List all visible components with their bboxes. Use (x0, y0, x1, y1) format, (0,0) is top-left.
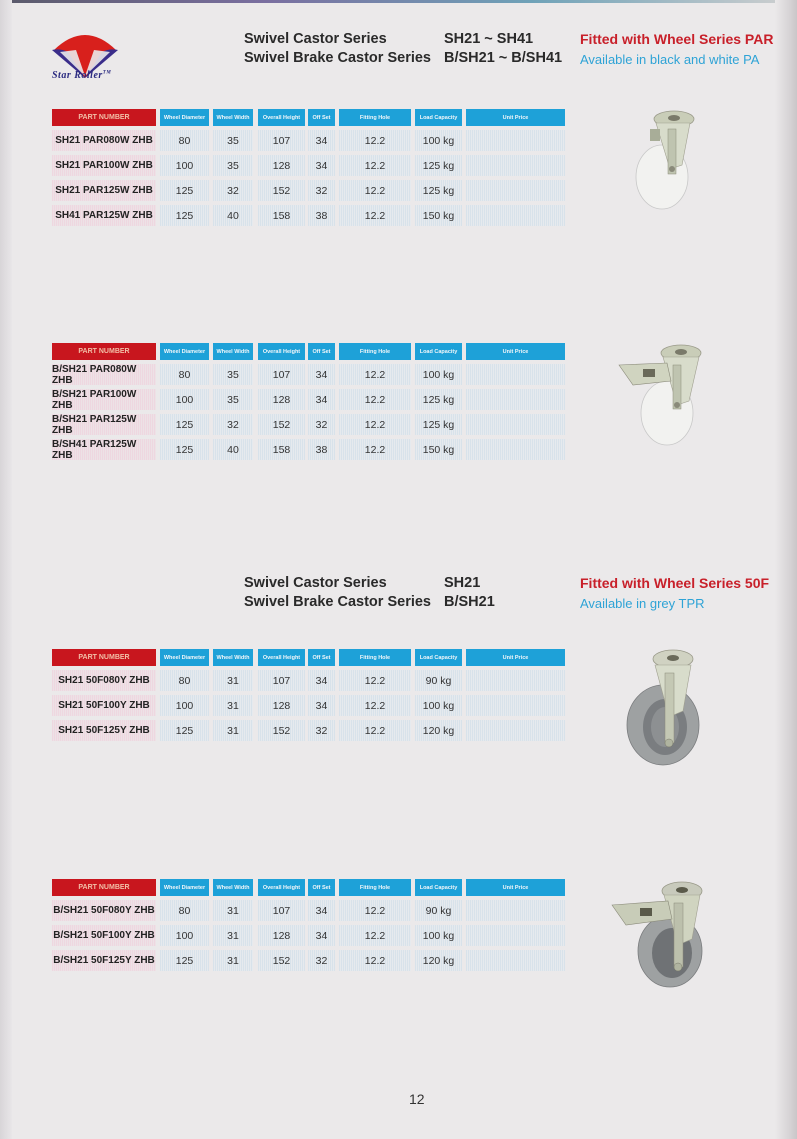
cell-overall-height: 158 (258, 439, 305, 460)
cell-part-number: SH21 50F125Y ZHB (52, 720, 156, 741)
cell-overall-height: 128 (258, 925, 305, 946)
cell-part-number: B/SH21 PAR100W ZHB (52, 389, 156, 410)
cell-off-set: 34 (308, 155, 335, 176)
header-wheel-width: Wheel Width (213, 879, 253, 896)
header-fitting-hole: Fitting Hole (339, 343, 411, 360)
header-wheel-diameter: Wheel Diameter (160, 649, 209, 666)
section-1-fitted: Fitted with Wheel Series PAR (580, 31, 774, 47)
cell-overall-height: 158 (258, 205, 305, 226)
cell-wheel-width: 31 (213, 670, 253, 691)
cell-load-capacity: 100 kg (415, 925, 462, 946)
cell-part-number: SH41 PAR125W ZHB (52, 205, 156, 226)
header-part-number: PART NUMBER (52, 649, 156, 666)
cell-off-set: 34 (308, 389, 335, 410)
cell-overall-height: 152 (258, 950, 305, 971)
page-edge-left (0, 0, 12, 1139)
cell-wheel-width: 35 (213, 364, 253, 385)
cell-part-number: SH21 50F080Y ZHB (52, 670, 156, 691)
swivel-castor-white-wheel-image (630, 105, 710, 215)
cell-fitting-hole: 12.2 (339, 720, 411, 741)
header-off-set: Off Set (308, 879, 335, 896)
section-2-series-1: SH21 (444, 575, 481, 591)
cell-fitting-hole: 12.2 (339, 130, 411, 151)
cell-off-set: 34 (308, 695, 335, 716)
cell-fitting-hole: 12.2 (339, 439, 411, 460)
cell-overall-height: 152 (258, 720, 305, 741)
header-load-capacity: Load Capacity (415, 343, 462, 360)
cell-load-capacity: 120 kg (415, 950, 462, 971)
cell-fitting-hole: 12.2 (339, 695, 411, 716)
cell-load-capacity: 150 kg (415, 205, 462, 226)
cell-wheel-diameter: 80 (160, 900, 209, 921)
cell-unit-price[interactable] (466, 389, 565, 410)
cell-wheel-diameter: 100 (160, 389, 209, 410)
cell-part-number: B/SH21 PAR080W ZHB (52, 364, 156, 385)
cell-wheel-width: 31 (213, 950, 253, 971)
header-fitting-hole: Fitting Hole (339, 649, 411, 666)
cell-load-capacity: 125 kg (415, 180, 462, 201)
cell-wheel-diameter: 100 (160, 155, 209, 176)
section-1-title-2: Swivel Brake Castor Series (244, 50, 431, 66)
cell-off-set: 34 (308, 925, 335, 946)
header-unit-price: Unit Price (466, 343, 565, 360)
cell-fitting-hole: 12.2 (339, 205, 411, 226)
header-load-capacity: Load Capacity (415, 649, 462, 666)
header-overall-height: Overall Height (258, 879, 305, 896)
header-wheel-diameter: Wheel Diameter (160, 879, 209, 896)
cell-load-capacity: 125 kg (415, 155, 462, 176)
header-off-set: Off Set (308, 649, 335, 666)
cell-overall-height: 128 (258, 695, 305, 716)
cell-load-capacity: 125 kg (415, 414, 462, 435)
section-2-title-2: Swivel Brake Castor Series (244, 594, 431, 610)
cell-fitting-hole: 12.2 (339, 670, 411, 691)
swivel-brake-castor-grey-wheel-image (610, 875, 715, 990)
cell-wheel-width: 40 (213, 439, 253, 460)
header-wheel-width: Wheel Width (213, 109, 253, 126)
cell-unit-price[interactable] (466, 670, 565, 691)
header-load-capacity: Load Capacity (415, 879, 462, 896)
cell-part-number: B/SH21 50F100Y ZHB (52, 925, 156, 946)
cell-fitting-hole: 12.2 (339, 925, 411, 946)
cell-wheel-width: 31 (213, 900, 253, 921)
cell-unit-price[interactable] (466, 439, 565, 460)
cell-overall-height: 128 (258, 155, 305, 176)
cell-wheel-diameter: 80 (160, 130, 209, 151)
cell-unit-price[interactable] (466, 414, 565, 435)
cell-unit-price[interactable] (466, 900, 565, 921)
cell-off-set: 32 (308, 180, 335, 201)
cell-load-capacity: 125 kg (415, 389, 462, 410)
cell-wheel-diameter: 125 (160, 180, 209, 201)
section-2-series-2: B/SH21 (444, 594, 495, 610)
header-part-number: PART NUMBER (52, 343, 156, 360)
cell-part-number: SH21 PAR080W ZHB (52, 130, 156, 151)
header-off-set: Off Set (308, 343, 335, 360)
cell-part-number: B/SH21 50F080Y ZHB (52, 900, 156, 921)
section-1-available: Available in black and white PA (580, 52, 760, 67)
cell-fitting-hole: 12.2 (339, 180, 411, 201)
cell-wheel-width: 32 (213, 180, 253, 201)
header-unit-price: Unit Price (466, 109, 565, 126)
cell-wheel-diameter: 100 (160, 695, 209, 716)
cell-unit-price[interactable] (466, 925, 565, 946)
cell-overall-height: 152 (258, 180, 305, 201)
cell-wheel-width: 35 (213, 130, 253, 151)
cell-overall-height: 152 (258, 414, 305, 435)
cell-fitting-hole: 12.2 (339, 950, 411, 971)
cell-wheel-width: 32 (213, 414, 253, 435)
header-off-set: Off Set (308, 109, 335, 126)
cell-wheel-width: 35 (213, 155, 253, 176)
cell-load-capacity: 90 kg (415, 900, 462, 921)
section-2-fitted: Fitted with Wheel Series 50F (580, 575, 770, 591)
cell-unit-price[interactable] (466, 364, 565, 385)
cell-off-set: 38 (308, 439, 335, 460)
page-number: 12 (409, 1091, 425, 1107)
header-overall-height: Overall Height (258, 649, 305, 666)
header-wheel-diameter: Wheel Diameter (160, 343, 209, 360)
brand-name: Star Roller™ (52, 70, 112, 81)
cell-wheel-diameter: 125 (160, 414, 209, 435)
cell-wheel-width: 40 (213, 205, 253, 226)
cell-wheel-diameter: 80 (160, 670, 209, 691)
cell-off-set: 32 (308, 414, 335, 435)
cell-unit-price[interactable] (466, 130, 565, 151)
cell-off-set: 32 (308, 720, 335, 741)
cell-part-number: SH21 PAR125W ZHB (52, 180, 156, 201)
swivel-brake-castor-white-wheel-image (615, 335, 715, 450)
cell-overall-height: 107 (258, 670, 305, 691)
cell-unit-price[interactable] (466, 180, 565, 201)
cell-off-set: 38 (308, 205, 335, 226)
page-edge-right (775, 0, 797, 1139)
cell-part-number: SH21 PAR100W ZHB (52, 155, 156, 176)
cell-wheel-diameter: 125 (160, 720, 209, 741)
cell-wheel-width: 31 (213, 695, 253, 716)
cell-overall-height: 128 (258, 389, 305, 410)
cell-fitting-hole: 12.2 (339, 414, 411, 435)
header-fitting-hole: Fitting Hole (339, 879, 411, 896)
cell-wheel-width: 35 (213, 389, 253, 410)
cell-part-number: B/SH21 PAR125W ZHB (52, 414, 156, 435)
cell-unit-price[interactable] (466, 695, 565, 716)
cell-wheel-diameter: 125 (160, 950, 209, 971)
cell-part-number: SH21 50F100Y ZHB (52, 695, 156, 716)
cell-wheel-diameter: 125 (160, 439, 209, 460)
cell-wheel-diameter: 100 (160, 925, 209, 946)
cell-off-set: 32 (308, 950, 335, 971)
page-top-strip (0, 0, 797, 3)
cell-unit-price[interactable] (466, 205, 565, 226)
section-2-available: Available in grey TPR (580, 596, 705, 611)
cell-unit-price[interactable] (466, 950, 565, 971)
cell-unit-price[interactable] (466, 155, 565, 176)
cell-load-capacity: 100 kg (415, 695, 462, 716)
cell-fitting-hole: 12.2 (339, 389, 411, 410)
header-unit-price: Unit Price (466, 879, 565, 896)
header-wheel-width: Wheel Width (213, 649, 253, 666)
cell-off-set: 34 (308, 130, 335, 151)
cell-load-capacity: 90 kg (415, 670, 462, 691)
cell-load-capacity: 120 kg (415, 720, 462, 741)
cell-wheel-diameter: 125 (160, 205, 209, 226)
header-part-number: PART NUMBER (52, 109, 156, 126)
section-1-series-2: B/SH21 ~ B/SH41 (444, 50, 563, 66)
header-wheel-width: Wheel Width (213, 343, 253, 360)
cell-load-capacity: 100 kg (415, 130, 462, 151)
cell-off-set: 34 (308, 900, 335, 921)
header-overall-height: Overall Height (258, 343, 305, 360)
header-unit-price: Unit Price (466, 649, 565, 666)
cell-unit-price[interactable] (466, 720, 565, 741)
cell-fitting-hole: 12.2 (339, 900, 411, 921)
header-overall-height: Overall Height (258, 109, 305, 126)
cell-overall-height: 107 (258, 900, 305, 921)
cell-off-set: 34 (308, 670, 335, 691)
cell-wheel-width: 31 (213, 720, 253, 741)
cell-off-set: 34 (308, 364, 335, 385)
cell-load-capacity: 100 kg (415, 364, 462, 385)
section-1-series-1: SH21 ~ SH41 (444, 31, 534, 47)
header-wheel-diameter: Wheel Diameter (160, 109, 209, 126)
header-part-number: PART NUMBER (52, 879, 156, 896)
section-1-title-1: Swivel Castor Series (244, 31, 387, 47)
header-load-capacity: Load Capacity (415, 109, 462, 126)
cell-fitting-hole: 12.2 (339, 364, 411, 385)
cell-part-number: B/SH41 PAR125W ZHB (52, 439, 156, 460)
header-fitting-hole: Fitting Hole (339, 109, 411, 126)
cell-overall-height: 107 (258, 130, 305, 151)
cell-wheel-diameter: 80 (160, 364, 209, 385)
cell-wheel-width: 31 (213, 925, 253, 946)
cell-overall-height: 107 (258, 364, 305, 385)
cell-load-capacity: 150 kg (415, 439, 462, 460)
swivel-castor-grey-wheel-image (625, 645, 705, 770)
cell-fitting-hole: 12.2 (339, 155, 411, 176)
cell-part-number: B/SH21 50F125Y ZHB (52, 950, 156, 971)
section-2-title-1: Swivel Castor Series (244, 575, 387, 591)
